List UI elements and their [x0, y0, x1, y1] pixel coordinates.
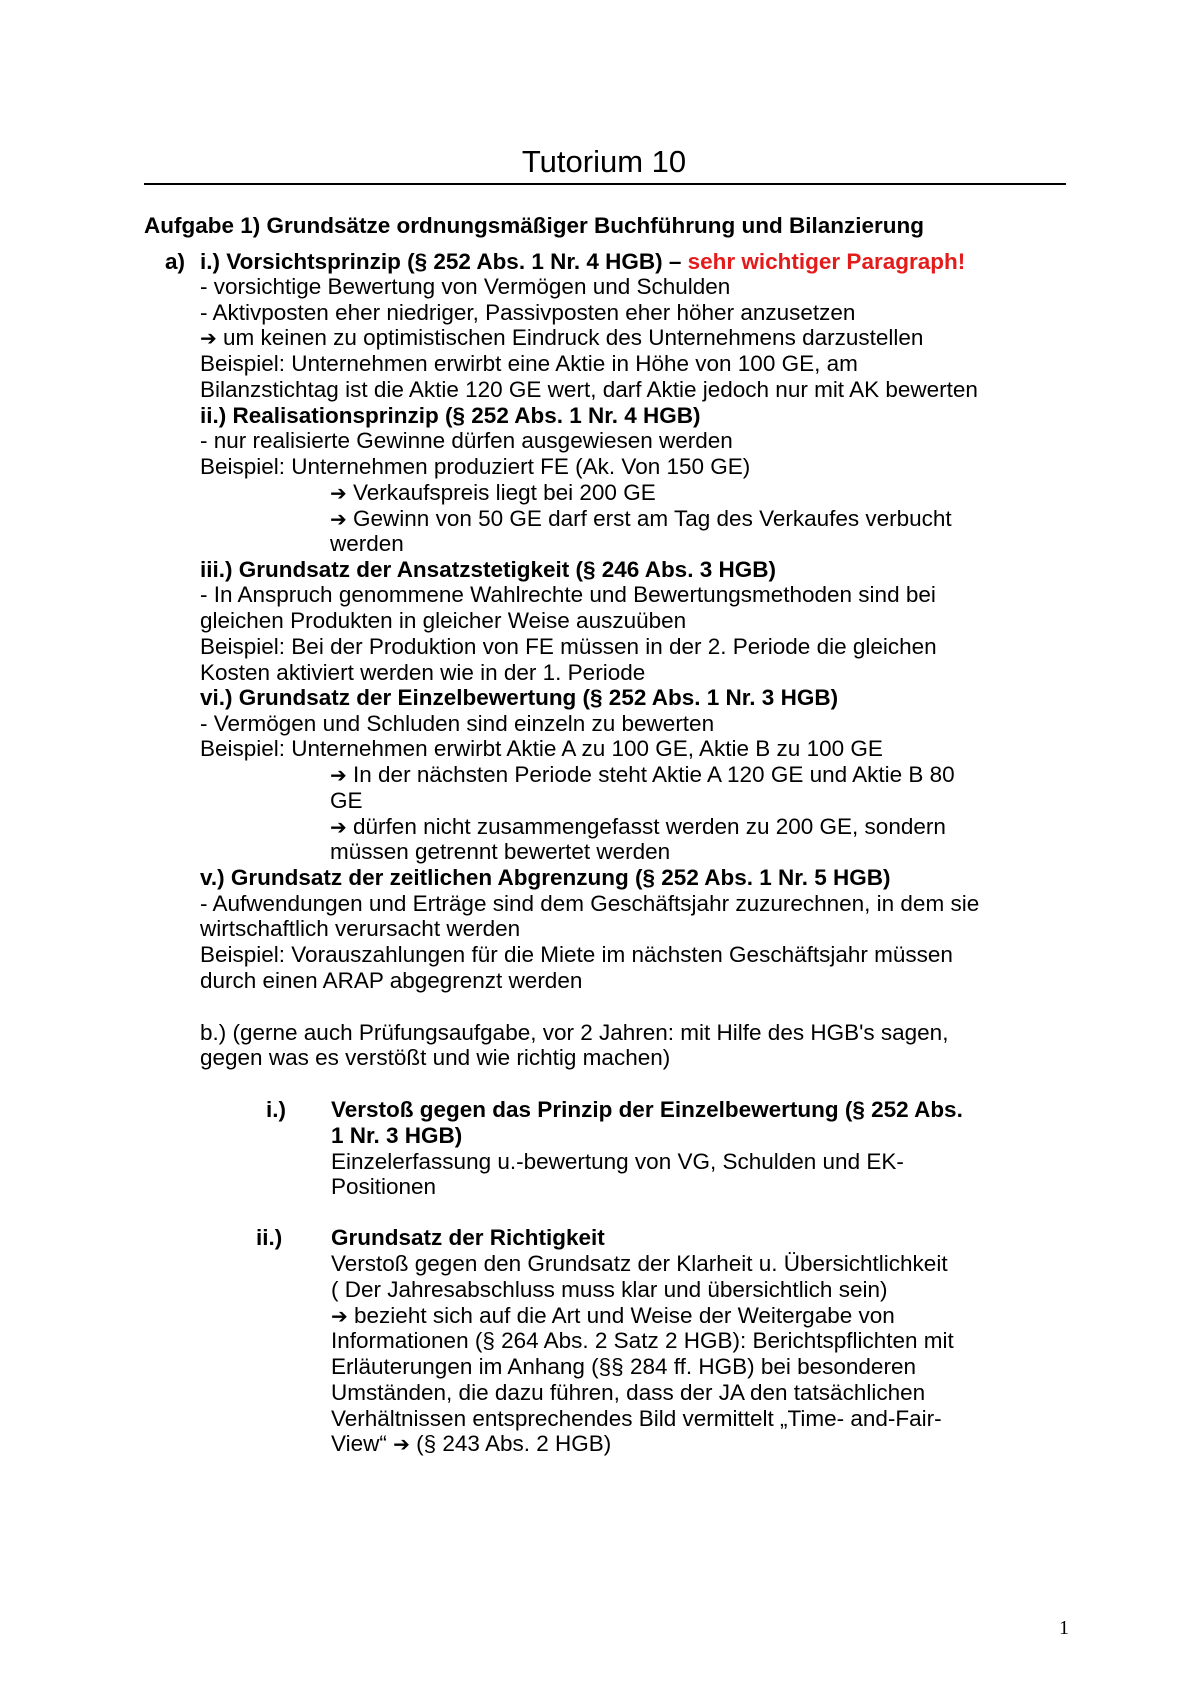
principle-i-line-1: - vorsichtige Bewertung von Vermögen und Schulden — [200, 274, 731, 299]
principle-ii-line-4 — [330, 505, 952, 533]
principle-vi-line-5-text: dürfen nicht zusammengefasst werden zu 200 GE, sondern — [353, 814, 946, 839]
part-b-ii-line-3-text: bezieht sich auf die Art und Weise der Weitergabe von — [354, 1303, 895, 1328]
part-b-ii-line-8-end: (§ 243 Abs. 2 HGB) — [416, 1431, 612, 1456]
part-b-ii-line-2: ( Der Jahresabschluss muss klar und übersichtlich sein) — [331, 1277, 888, 1302]
arrow-icon: ➔ — [330, 481, 347, 505]
principle-i-line-3-text: um keinen zu optimistischen Eindruck des Unternehmens darzustellen — [223, 325, 924, 350]
part-b-i-label: i.) — [266, 1097, 286, 1122]
arrow-icon: ➔ — [330, 763, 347, 787]
principle-vi-line-4: GE — [330, 788, 363, 813]
part-b-ii-line-4: Informationen (§ 264 Abs. 2 Satz 2 HGB): Berichtspflichten mit — [331, 1328, 954, 1353]
principle-ii-line-5: werden — [330, 531, 404, 556]
part-b-ii-line-3 — [331, 1302, 895, 1330]
title-underline — [144, 183, 1066, 185]
part-b-ii-line-5: Erläuterungen im Anhang (§§ 284 ff. HGB) bei besonderen — [331, 1354, 916, 1379]
part-b-ii-label: ii.) — [256, 1225, 283, 1250]
part-b-intro-line-1: b.) (gerne auch Prüfungsaufgabe, vor 2 Jahren: mit Hilfe des HGB's sagen, — [200, 1020, 949, 1045]
principle-iii-title: iii.) Grundsatz der Ansatzstetigkeit (§ 246 Abs. 3 HGB) — [200, 557, 776, 582]
principle-i-line-2: - Aktivposten eher niedriger, Passivposten eher höher anzusetzen — [200, 300, 856, 325]
principle-i-title: i.) Vorsichtsprinzip (§ 252 Abs. 1 Nr. 4 HGB) – — [200, 249, 688, 274]
arrow-icon: ➔ — [330, 507, 347, 531]
principle-iii-line-4: Kosten aktiviert werden wie in der 1. Periode — [200, 660, 646, 685]
part-b-ii-line-7: Verhältnissen entsprechendes Bild vermittelt „Time- and-Fair- — [331, 1406, 942, 1431]
principle-v-line-3: Beispiel: Vorauszahlungen für die Miete im nächsten Geschäftsjahr müssen — [200, 942, 953, 967]
principle-i-line-4: Beispiel: Unternehmen erwirbt eine Aktie in Höhe von 100 GE, am — [200, 351, 858, 376]
part-b-ii-line-8-start: View“ — [331, 1431, 394, 1456]
principle-vi-line-1: - Vermögen und Schluden sind einzeln zu bewerten — [200, 711, 715, 736]
principle-ii-line-4-text: Gewinn von 50 GE darf erst am Tag des Verkaufes verbucht — [353, 506, 952, 531]
document-title: Tutorium 10 — [521, 144, 687, 179]
page-number: 1 — [1059, 1617, 1069, 1639]
principle-i-line-5: Bilanzstichtag ist die Aktie 120 GE wert, darf Aktie jedoch nur mit AK bewerten — [200, 377, 978, 402]
part-b-ii-line-6: Umständen, die dazu führen, dass der JA den tatsächlichen — [331, 1380, 926, 1405]
part-b-ii-line-1: Verstoß gegen den Grundsatz der Klarheit u. Übersichtlichkeit — [331, 1251, 948, 1276]
principle-i-title-line — [200, 248, 965, 276]
principle-v-line-2: wirtschaftlich verursacht werden — [200, 916, 521, 941]
principle-vi-line-3-text: In der nächsten Periode steht Aktie A 120 GE und Aktie B 80 — [353, 762, 955, 787]
principle-ii-line-3 — [330, 479, 656, 507]
principle-ii-line-1: - nur realisierte Gewinne dürfen ausgewiesen werden — [200, 428, 733, 453]
part-b-i-title-line-1: Verstoß gegen das Prinzip der Einzelbewertung (§ 252 Abs. — [331, 1097, 963, 1122]
arrow-icon: ➔ — [393, 1432, 410, 1456]
part-b-i-line-2: Positionen — [331, 1174, 437, 1199]
principle-iii-line-1: - In Anspruch genommene Wahlrechte und Bewertungsmethoden sind bei — [200, 582, 936, 607]
principle-vi-line-5 — [330, 813, 946, 841]
principle-vi-title: vi.) Grundsatz der Einzelbewertung (§ 252 Abs. 1 Nr. 3 HGB) — [200, 685, 839, 710]
principle-v-title: v.) Grundsatz der zeitlichen Abgrenzung (§ 252 Abs. 1 Nr. 5 HGB) — [200, 865, 891, 890]
principle-vi-line-3 — [330, 761, 955, 789]
part-b-i-title-line-2: 1 Nr. 3 HGB) — [331, 1123, 463, 1148]
part-b-ii-title: Grundsatz der Richtigkeit — [331, 1225, 605, 1250]
task-heading: Aufgabe 1) Grundsätze ordnungsmäßiger Buchführung und Bilanzierung — [144, 213, 925, 238]
arrow-icon: ➔ — [331, 1304, 348, 1328]
principle-ii-line-3-text: Verkaufspreis liegt bei 200 GE — [353, 480, 656, 505]
arrow-icon: ➔ — [200, 326, 217, 350]
principle-v-line-4: durch einen ARAP abgegrenzt werden — [200, 968, 583, 993]
principle-ii-line-2: Beispiel: Unternehmen produziert FE (Ak. Von 150 GE) — [200, 454, 751, 479]
principle-i-line-3 — [200, 324, 923, 352]
principle-v-line-1: - Aufwendungen und Erträge sind dem Geschäftsjahr zuzurechnen, in dem sie — [200, 891, 980, 916]
principle-iii-line-3: Beispiel: Bei der Produktion von FE müssen in der 2. Periode die gleichen — [200, 634, 937, 659]
part-b-intro-line-2: gegen was es verstößt und wie richtig machen) — [200, 1045, 671, 1070]
part-b-ii-line-8 — [331, 1430, 611, 1458]
arrow-icon: ➔ — [330, 815, 347, 839]
important-note: sehr wichtiger Paragraph! — [687, 249, 966, 274]
part-b-i-line-1: Einzelerfassung u.-bewertung von VG, Schulden und EK- — [331, 1149, 904, 1174]
principle-vi-line-2: Beispiel: Unternehmen erwirbt Aktie A zu 100 GE, Aktie B zu 100 GE — [200, 736, 883, 761]
principle-iii-line-2: gleichen Produkten in gleicher Weise auszuüben — [200, 608, 687, 633]
principle-ii-title: ii.) Realisationsprinzip (§ 252 Abs. 1 Nr. 4 HGB) — [200, 403, 701, 428]
principle-vi-line-6: müssen getrennt bewertet werden — [330, 839, 671, 864]
part-a-label: a) — [165, 249, 186, 274]
